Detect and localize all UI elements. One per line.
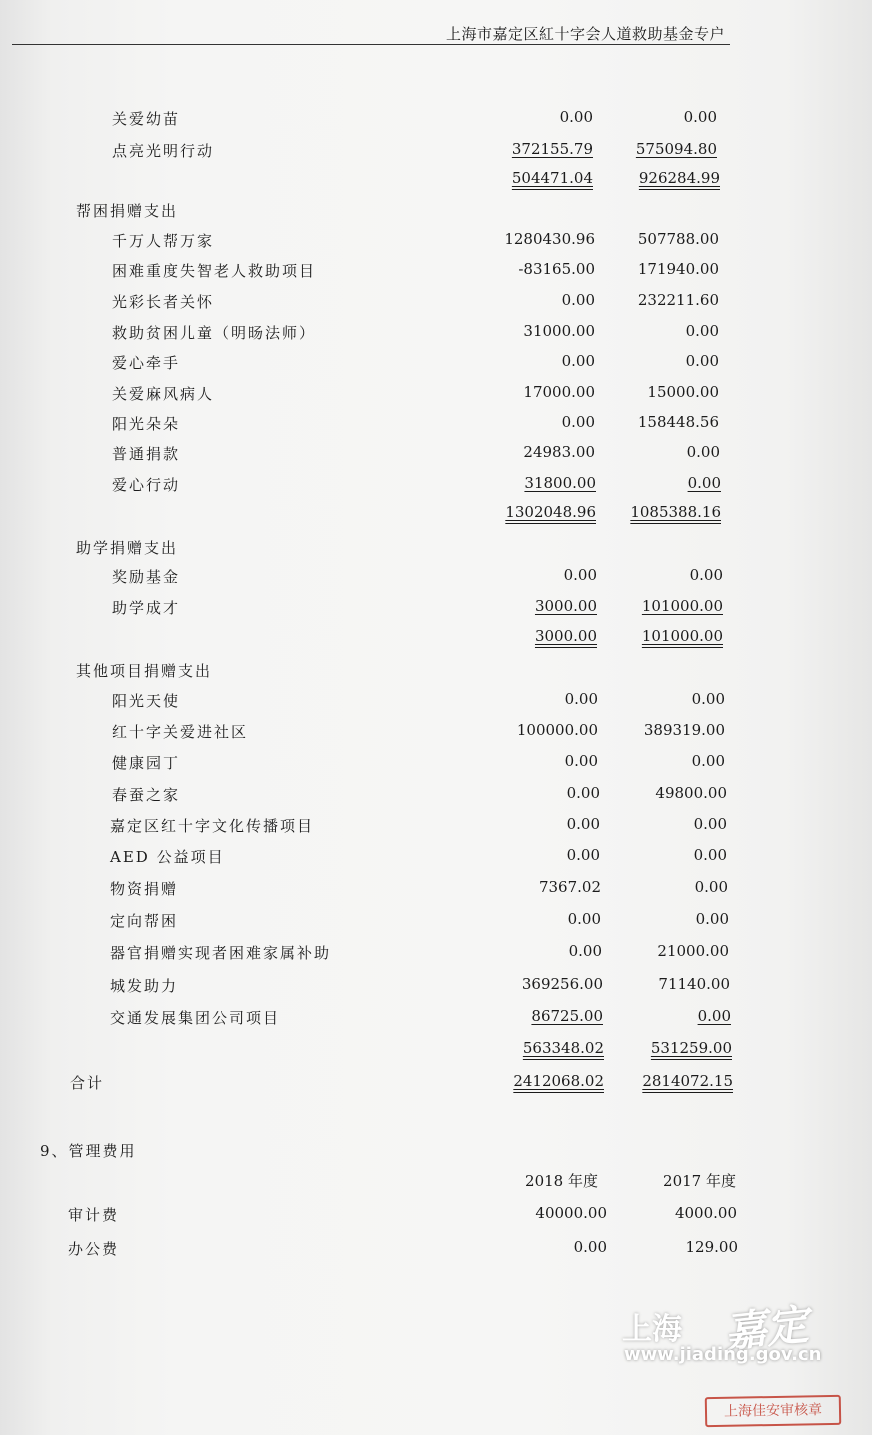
row-label: 定向帮困 — [110, 912, 179, 930]
row-label: 助学捐赠支出 — [76, 539, 179, 557]
row-label: 健康园丁 — [112, 754, 181, 772]
table-row — [0, 474, 872, 504]
table-row — [0, 1007, 872, 1037]
table-row — [0, 815, 872, 845]
value-2017: 0.00 — [693, 846, 727, 864]
row-label: 器官捐赠实现者困难家属补助 — [110, 944, 332, 962]
row-label: 红十字关爱进社区 — [112, 723, 249, 741]
row-label: 城发助力 — [110, 977, 179, 995]
row-label: 嘉定区红十字文化传播项目 — [110, 817, 315, 835]
table-row — [0, 260, 872, 290]
value-2017: 0.00 — [686, 443, 720, 461]
value-2017: 158448.56 — [637, 413, 719, 431]
table-row — [0, 1204, 872, 1234]
section-heading-row — [0, 660, 872, 690]
value-2017: 507788.00 — [637, 230, 719, 248]
table-row — [0, 752, 872, 782]
row-label: 其他项目捐赠支出 — [76, 662, 213, 680]
value-2018: 3000.00 — [534, 597, 597, 615]
row-label: 春蚕之家 — [112, 786, 181, 804]
value-2018: -83165.00 — [518, 260, 595, 278]
row-label: 关爱幼苗 — [112, 110, 181, 128]
watermark-logo — [614, 1300, 824, 1380]
value-2018: 0.00 — [573, 1238, 607, 1256]
year-header-row — [0, 1170, 872, 1200]
value-2018: 0.00 — [568, 942, 602, 960]
row-label: 关爱麻风病人 — [112, 385, 215, 403]
value-2017: 232211.60 — [637, 291, 719, 309]
row-label: 阳光天使 — [112, 692, 181, 710]
value-2018: 0.00 — [561, 291, 595, 309]
row-label: 交通发展集团公司项目 — [110, 1009, 281, 1027]
row-label: 千万人帮万家 — [112, 232, 215, 250]
row-label: 爱心行动 — [112, 476, 181, 494]
table-row — [0, 721, 872, 751]
table-row — [0, 1238, 872, 1268]
row-label: 普通捐款 — [112, 445, 181, 463]
table-row — [0, 383, 872, 413]
table-row — [0, 230, 872, 260]
value-2017: 0.00 — [691, 690, 725, 708]
value-2018: 0.00 — [563, 566, 597, 584]
table-row — [0, 910, 872, 940]
value-2017: 15000.00 — [647, 383, 719, 401]
subtotal-row — [0, 1039, 872, 1069]
row-label: 物资捐赠 — [110, 880, 179, 898]
logo-district: 嘉定 — [721, 1299, 811, 1358]
row-label: 救助贫困儿童（明旸法师） — [112, 324, 317, 342]
row-label: 奖励基金 — [112, 568, 181, 586]
logo-city: 上海 — [622, 1312, 682, 1347]
table-row — [0, 878, 872, 908]
table-row — [0, 140, 872, 170]
value-2018: 31800.00 — [524, 474, 596, 492]
value-2018: 0.00 — [567, 910, 601, 928]
table-row — [0, 975, 872, 1005]
subtotal-row — [0, 503, 872, 533]
value-2018: 40000.00 — [535, 1204, 607, 1222]
row-label: 审计费 — [68, 1206, 120, 1224]
row-label: 光彩长者关怀 — [112, 293, 215, 311]
value-2018: 2412068.02 — [513, 1072, 604, 1090]
value-2017: 575094.80 — [635, 140, 717, 158]
row-label: 帮困捐赠支出 — [76, 202, 179, 220]
value-2018: 372155.79 — [511, 140, 593, 158]
page-header-title: 上海市嘉定区紅十字会人道救助基金专户 — [446, 25, 726, 43]
total-row — [0, 1072, 872, 1102]
value-2018: 1280430.96 — [504, 230, 595, 248]
table-row — [0, 443, 872, 473]
value-2017: 0.00 — [685, 322, 719, 340]
value-2018: 0.00 — [564, 690, 598, 708]
value-2017: 101000.00 — [641, 597, 723, 615]
row-label: 合计 — [70, 1074, 105, 1092]
row-label: 办公费 — [68, 1240, 120, 1258]
value-2018: 24983.00 — [523, 443, 595, 461]
value-2017: 531259.00 — [650, 1039, 732, 1057]
table-row — [0, 846, 872, 876]
table-row — [0, 942, 872, 972]
value-2017: 1085388.16 — [630, 503, 721, 521]
row-label: 阳光朵朵 — [112, 415, 181, 433]
value-2017: 0.00 — [691, 752, 725, 770]
logo-url: www.jiading.gov.cn — [624, 1344, 822, 1365]
row-label: 9、管理费用 — [40, 1142, 137, 1160]
subtotal-row — [0, 169, 872, 199]
table-row — [0, 566, 872, 596]
value-2017: 2814072.15 — [642, 1072, 733, 1090]
value-2017: 926284.99 — [638, 169, 720, 187]
row-label: 助学成才 — [112, 599, 181, 617]
value-2018: 0.00 — [566, 784, 600, 802]
section-heading-row — [0, 1140, 872, 1170]
value-2018: 0.00 — [566, 815, 600, 833]
value-2017: 389319.00 — [643, 721, 725, 739]
table-row — [0, 784, 872, 814]
value-2018: 369256.00 — [521, 975, 603, 993]
value-2017: 0.00 — [693, 815, 727, 833]
section-heading-row — [0, 200, 872, 230]
value-2017: 101000.00 — [641, 627, 723, 645]
value-2017: 21000.00 — [657, 942, 729, 960]
row-label: 点亮光明行动 — [112, 142, 215, 160]
value-2018: 31000.00 — [523, 322, 595, 340]
value-2017: 71140.00 — [658, 975, 730, 993]
value-2017: 2017 年度 — [663, 1172, 736, 1190]
value-2017: 0.00 — [694, 878, 728, 896]
value-2017: 49800.00 — [655, 784, 727, 802]
value-2017: 0.00 — [685, 352, 719, 370]
value-2018: 504471.04 — [511, 169, 593, 187]
row-label: AED 公益项目 — [110, 848, 225, 866]
value-2017: 171940.00 — [637, 260, 719, 278]
value-2017: 4000.00 — [674, 1204, 737, 1222]
table-row — [0, 413, 872, 443]
value-2017: 0.00 — [689, 566, 723, 584]
value-2017: 0.00 — [687, 474, 721, 492]
value-2017: 0.00 — [683, 108, 717, 126]
audit-stamp: 上海佳安审核章 — [705, 1395, 842, 1427]
value-2018: 86725.00 — [531, 1007, 603, 1025]
value-2018: 1302048.96 — [505, 503, 596, 521]
subtotal-row — [0, 627, 872, 657]
value-2018: 0.00 — [564, 752, 598, 770]
value-2018: 0.00 — [561, 352, 595, 370]
value-2018: 100000.00 — [516, 721, 598, 739]
value-2018: 17000.00 — [523, 383, 595, 401]
table-row — [0, 322, 872, 352]
value-2018: 563348.02 — [522, 1039, 604, 1057]
value-2017: 0.00 — [695, 910, 729, 928]
table-row — [0, 291, 872, 321]
table-row — [0, 108, 872, 138]
table-row — [0, 352, 872, 382]
header-rule — [12, 44, 730, 45]
value-2018: 3000.00 — [534, 627, 597, 645]
value-2018: 0.00 — [559, 108, 593, 126]
value-2018: 0.00 — [566, 846, 600, 864]
section-heading-row — [0, 537, 872, 567]
table-row — [0, 597, 872, 627]
value-2018: 2018 年度 — [525, 1172, 598, 1190]
value-2017: 0.00 — [697, 1007, 731, 1025]
row-label: 困难重度失智老人救助项目 — [112, 262, 317, 280]
table-row — [0, 690, 872, 720]
row-label: 爱心牵手 — [112, 354, 181, 372]
value-2017: 129.00 — [685, 1238, 738, 1256]
value-2018: 0.00 — [561, 413, 595, 431]
value-2018: 7367.02 — [538, 878, 601, 896]
